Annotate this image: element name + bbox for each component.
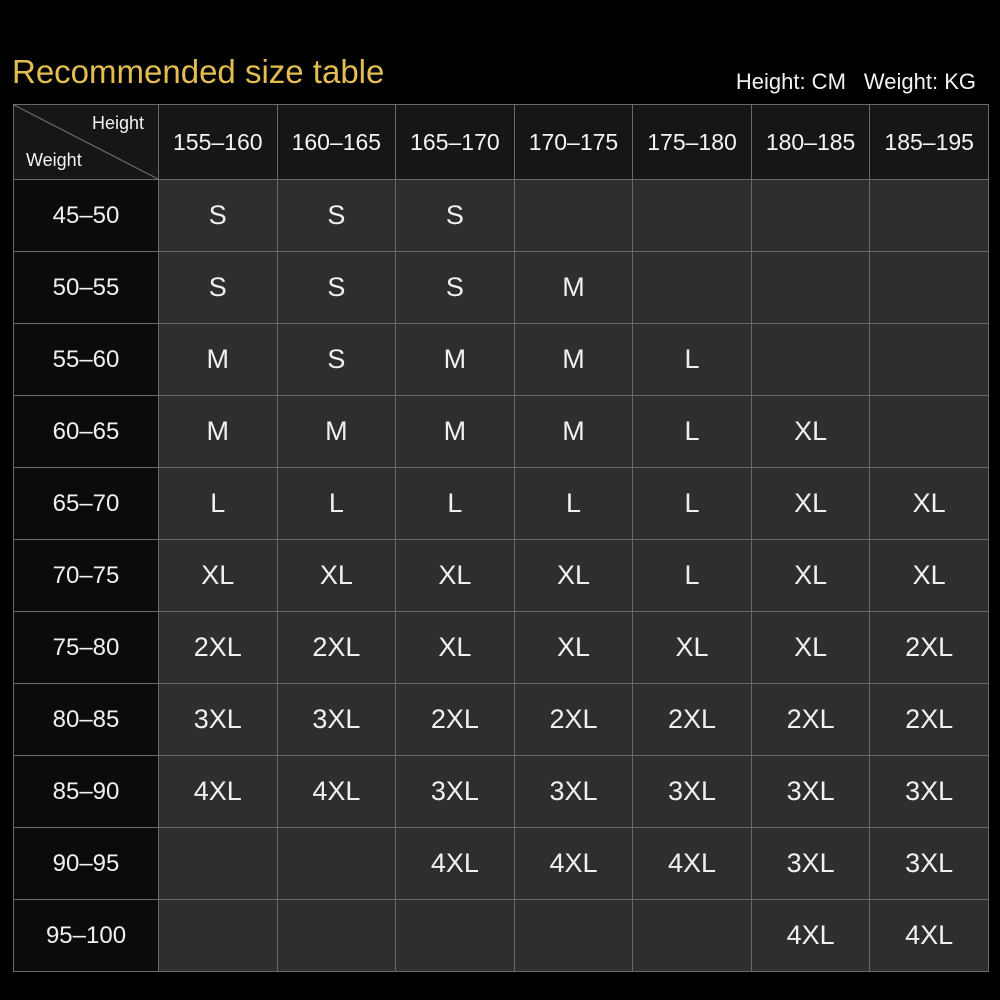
- size-cell: S: [277, 324, 396, 396]
- height-header: 185–195: [870, 105, 989, 180]
- size-cell: 3XL: [870, 756, 989, 828]
- size-cell: 2XL: [870, 612, 989, 684]
- size-cell: 4XL: [514, 828, 633, 900]
- table-row: [14, 180, 989, 252]
- size-cell: 3XL: [514, 756, 633, 828]
- weight-range-cell: 50–55: [14, 252, 159, 324]
- size-cell: XL: [159, 540, 278, 612]
- height-header: 175–180: [633, 105, 752, 180]
- table-row: [14, 612, 989, 684]
- size-cell: L: [633, 540, 752, 612]
- size-cell: 2XL: [159, 612, 278, 684]
- size-cell: [633, 252, 752, 324]
- size-cell: 2XL: [870, 684, 989, 756]
- weight-range-cell: 85–90: [14, 756, 159, 828]
- size-cell: XL: [396, 612, 515, 684]
- size-cell: S: [396, 252, 515, 324]
- size-cell: S: [159, 180, 278, 252]
- size-cell: L: [159, 468, 278, 540]
- size-cell: M: [159, 396, 278, 468]
- height-header: 170–175: [514, 105, 633, 180]
- size-cell: 3XL: [633, 756, 752, 828]
- weight-range-cell: 65–70: [14, 468, 159, 540]
- height-header: 160–165: [277, 105, 396, 180]
- size-cell: 3XL: [396, 756, 515, 828]
- table-row: [14, 468, 989, 540]
- size-cell: [514, 900, 633, 972]
- table-row: [14, 828, 989, 900]
- size-cell: XL: [870, 540, 989, 612]
- size-cell: L: [633, 324, 752, 396]
- page-title: Recommended size table: [12, 53, 385, 90]
- size-cell: XL: [396, 540, 515, 612]
- table-row: [14, 324, 989, 396]
- weight-range-cell: 70–75: [14, 540, 159, 612]
- size-cell: XL: [751, 612, 870, 684]
- size-cell: [870, 324, 989, 396]
- size-cell: [159, 828, 278, 900]
- weight-range-cell: 75–80: [14, 612, 159, 684]
- size-cell: 3XL: [751, 828, 870, 900]
- size-cell: 3XL: [277, 684, 396, 756]
- size-cell: L: [396, 468, 515, 540]
- size-cell: M: [396, 324, 515, 396]
- size-cell: [396, 900, 515, 972]
- size-cell: 4XL: [633, 828, 752, 900]
- size-cell: M: [514, 396, 633, 468]
- size-cell: XL: [870, 468, 989, 540]
- header-row: [14, 105, 989, 180]
- size-cell: L: [277, 468, 396, 540]
- size-cell: 2XL: [514, 684, 633, 756]
- size-cell: XL: [277, 540, 396, 612]
- size-cell: XL: [633, 612, 752, 684]
- size-cell: 4XL: [870, 900, 989, 972]
- size-cell: M: [277, 396, 396, 468]
- weight-range-cell: 80–85: [14, 684, 159, 756]
- size-cell: 2XL: [277, 612, 396, 684]
- weight-range-cell: 60–65: [14, 396, 159, 468]
- size-cell: 2XL: [396, 684, 515, 756]
- size-cell: 4XL: [751, 900, 870, 972]
- size-cell: [751, 252, 870, 324]
- weight-unit-label: Weight: KG: [863, 69, 976, 94]
- size-cell: 3XL: [870, 828, 989, 900]
- weight-range-cell: 45–50: [14, 180, 159, 252]
- size-cell: M: [514, 252, 633, 324]
- size-cell: [633, 900, 752, 972]
- size-cell: [159, 900, 278, 972]
- size-table: [13, 104, 989, 972]
- size-cell: 4XL: [396, 828, 515, 900]
- height-header: 165–170: [396, 105, 515, 180]
- corner-weight-label: Weight: [26, 150, 82, 170]
- corner-height-label: Height: [91, 113, 144, 133]
- table-row: [14, 540, 989, 612]
- size-cell: XL: [751, 396, 870, 468]
- size-cell: [277, 828, 396, 900]
- size-cell: [870, 180, 989, 252]
- size-cell: M: [514, 324, 633, 396]
- table-row: [14, 252, 989, 324]
- size-cell: M: [159, 324, 278, 396]
- corner-cell: [14, 105, 159, 180]
- size-cell: XL: [514, 540, 633, 612]
- height-header: 155–160: [159, 105, 278, 180]
- size-cell: 2XL: [633, 684, 752, 756]
- size-cell: [751, 180, 870, 252]
- table-row: [14, 756, 989, 828]
- size-cell: XL: [751, 540, 870, 612]
- weight-range-cell: 55–60: [14, 324, 159, 396]
- table-row: [14, 684, 989, 756]
- size-cell: XL: [751, 468, 870, 540]
- size-cell: 4XL: [159, 756, 278, 828]
- size-cell: S: [277, 180, 396, 252]
- size-cell: S: [277, 252, 396, 324]
- size-cell: [870, 396, 989, 468]
- size-cell: [751, 324, 870, 396]
- size-table-body: [14, 180, 989, 972]
- size-cell: 3XL: [159, 684, 278, 756]
- size-cell: [633, 180, 752, 252]
- size-cell: S: [396, 180, 515, 252]
- size-cell: [870, 252, 989, 324]
- size-cell: L: [633, 396, 752, 468]
- size-cell: L: [633, 468, 752, 540]
- table-row: [14, 396, 989, 468]
- size-cell: 3XL: [751, 756, 870, 828]
- size-cell: XL: [514, 612, 633, 684]
- size-cell: 4XL: [277, 756, 396, 828]
- size-cell: 2XL: [751, 684, 870, 756]
- units-note: [736, 68, 976, 96]
- weight-range-cell: 90–95: [14, 828, 159, 900]
- size-cell: [514, 180, 633, 252]
- weight-range-cell: 95–100: [14, 900, 159, 972]
- height-unit-label: Height: CM: [735, 69, 846, 94]
- size-cell: M: [396, 396, 515, 468]
- size-cell: S: [159, 252, 278, 324]
- height-header: 180–185: [751, 105, 870, 180]
- size-cell: [277, 900, 396, 972]
- size-cell: L: [514, 468, 633, 540]
- table-row: [14, 900, 989, 972]
